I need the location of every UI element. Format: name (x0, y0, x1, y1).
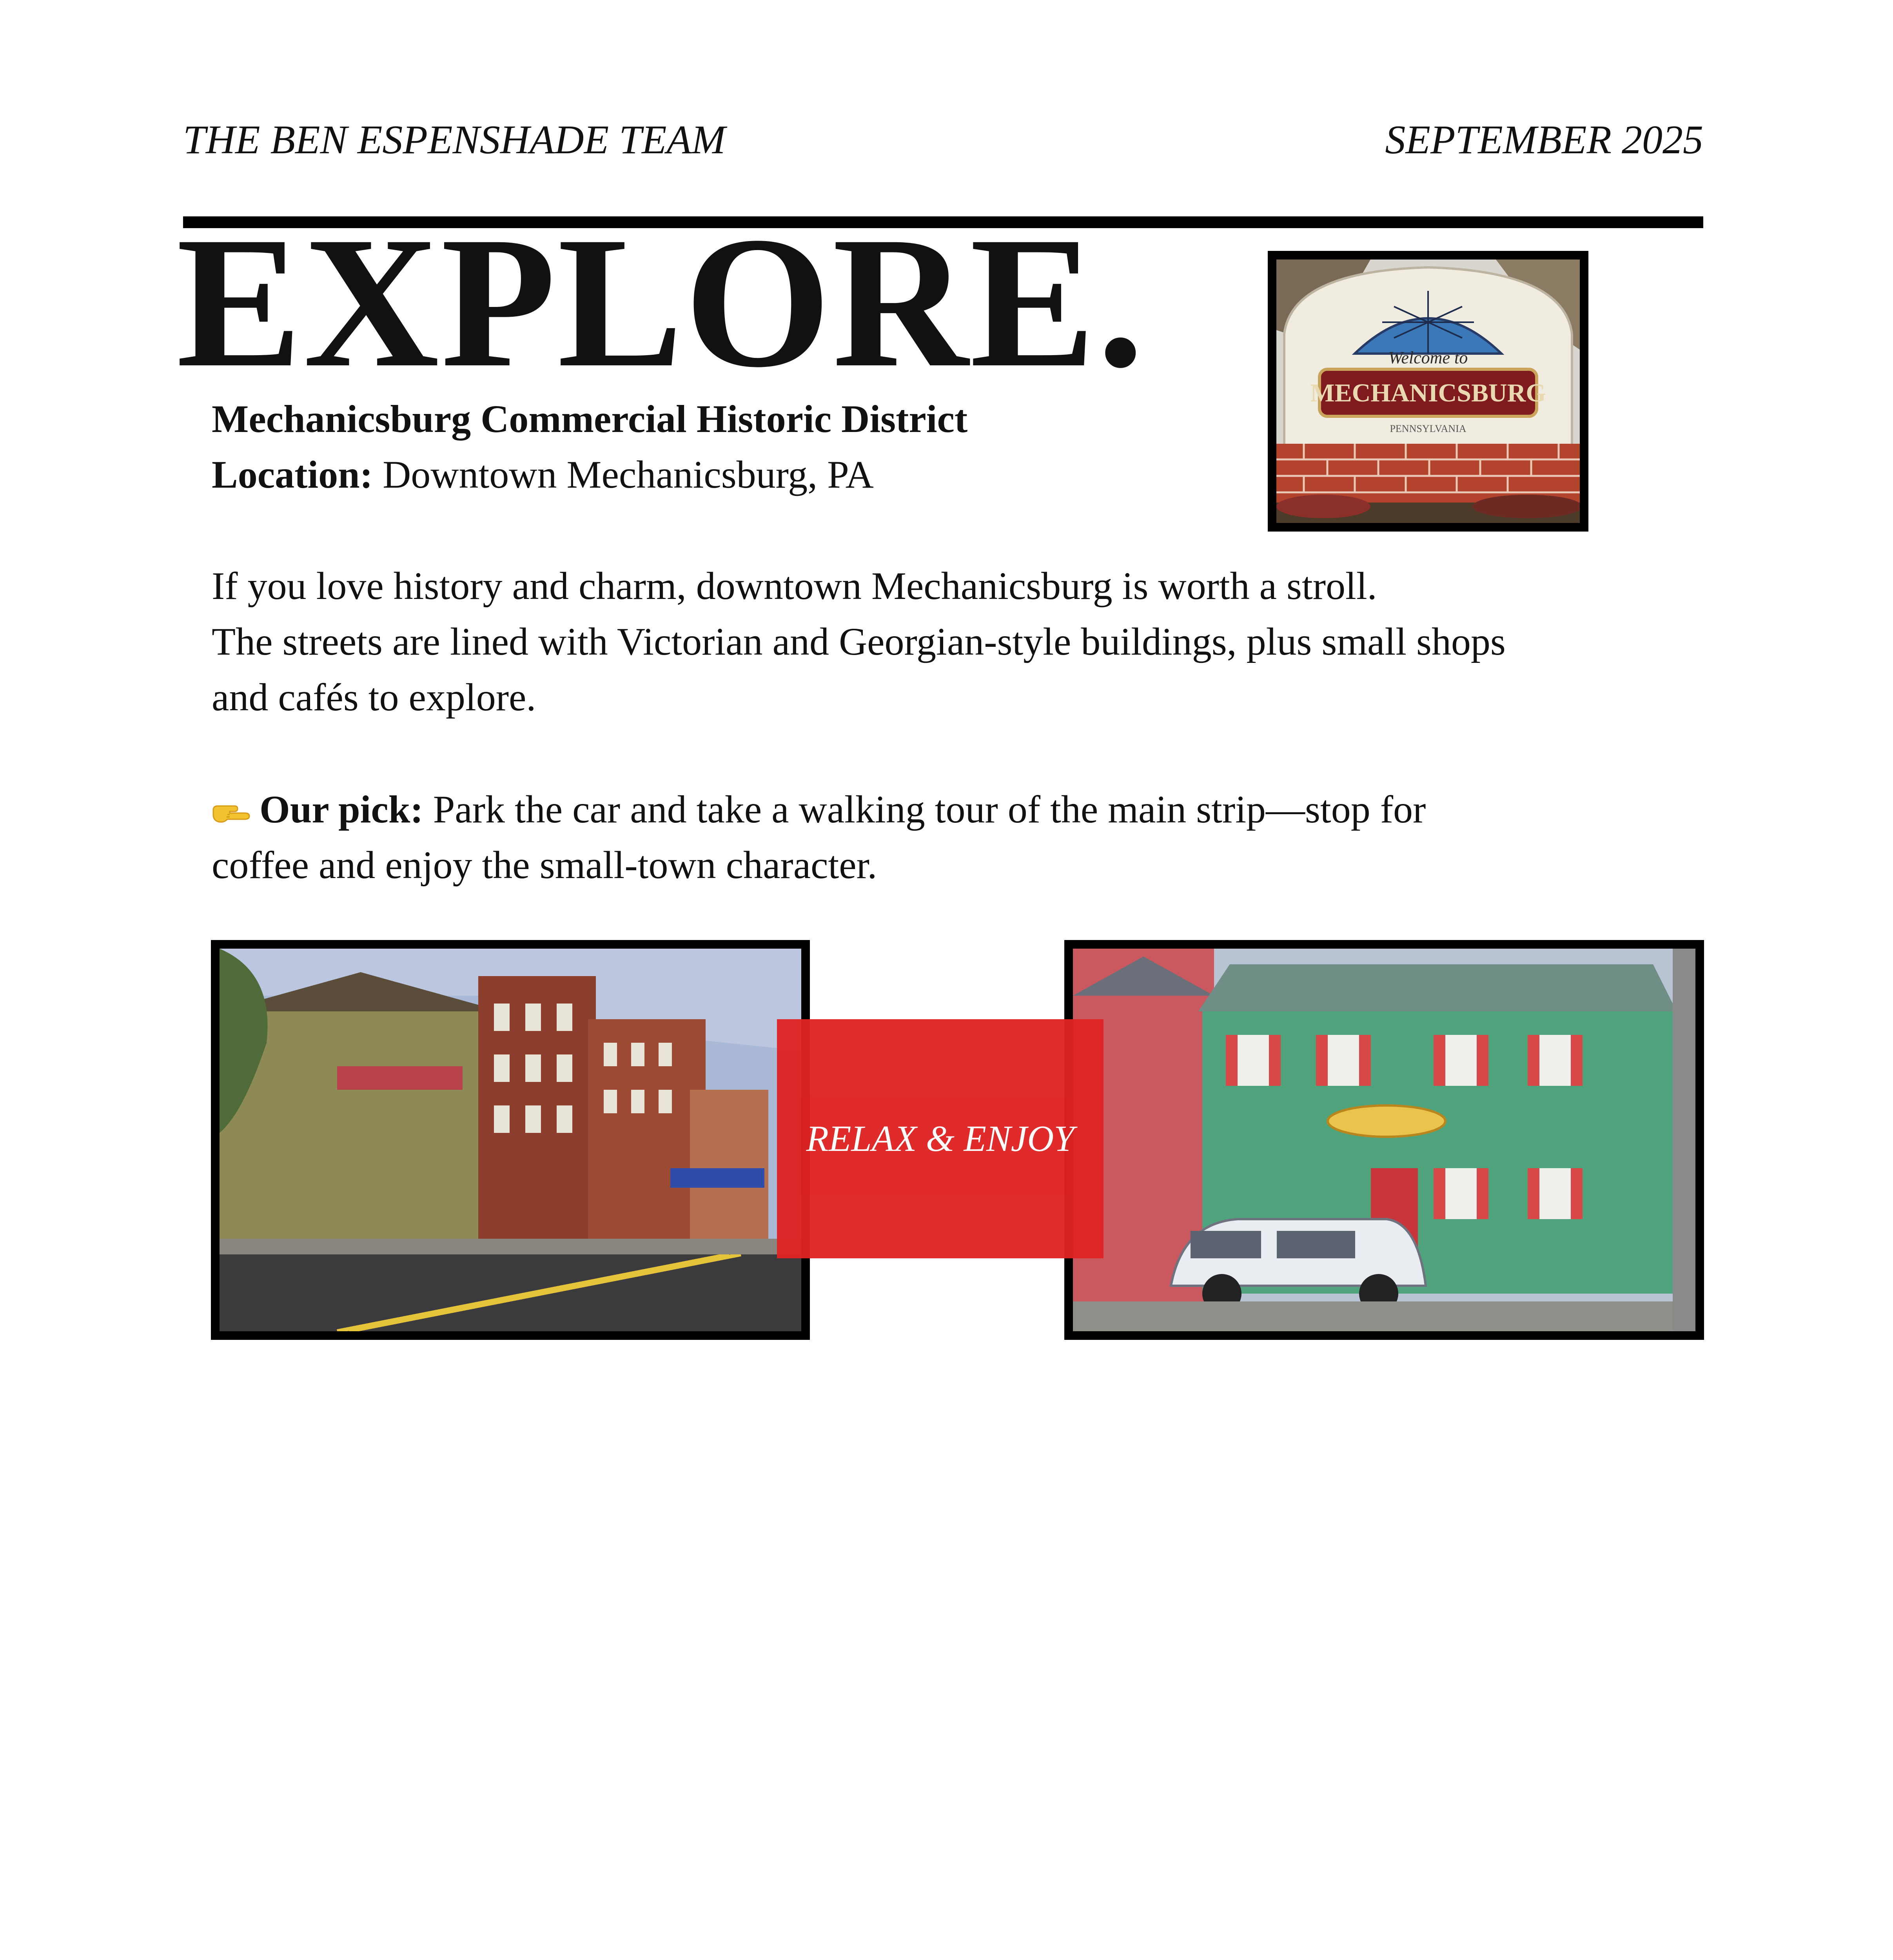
mechanicsburg-sign-photo (1268, 251, 1588, 532)
section1-location (212, 447, 874, 503)
relax-enjoy-banner (777, 1019, 1103, 1258)
pick-label: Our pick: (260, 788, 423, 831)
sign-state-text: PENNSYLVANIA (1390, 423, 1466, 434)
sign-welcome-text: Welcome to (1388, 348, 1468, 367)
section1-pick-line: coffee and enjoy the small-town character. (212, 843, 877, 887)
section1-pick-line (212, 782, 1426, 837)
section1-description-line: The streets are lined with Victorian and Georgian-style buildings, plus small shops (212, 620, 1506, 663)
section1-description-line: If you love history and charm, downtown Mechanicsburg is worth a stroll. (212, 564, 1377, 608)
section1-description-line: and cafés to explore. (212, 675, 536, 719)
section1-description (212, 558, 1506, 725)
banner-text: RELAX & ENJOY (806, 1118, 1074, 1159)
location-value: Downtown Mechanicsburg, PA (383, 453, 874, 496)
pointing-hand-icon (212, 798, 251, 825)
sign-town-text: MECHANICSBURG (1310, 379, 1546, 407)
downtown-street-photo (211, 940, 810, 1340)
page-title: EXPLORE. (176, 198, 1146, 406)
pick-text: Park the car and take a walking tour of the main strip—stop for (423, 788, 1426, 831)
section1-title: Mechanicsburg Commercial Historic District (212, 397, 968, 441)
team-name: THE BEN ESPENSHADE TEAM (183, 117, 726, 162)
section1-pick (212, 782, 1426, 893)
green-building-photo (1064, 940, 1704, 1340)
location-label: Location: (212, 453, 373, 496)
issue-date: SEPTEMBER 2025 (1385, 117, 1703, 162)
